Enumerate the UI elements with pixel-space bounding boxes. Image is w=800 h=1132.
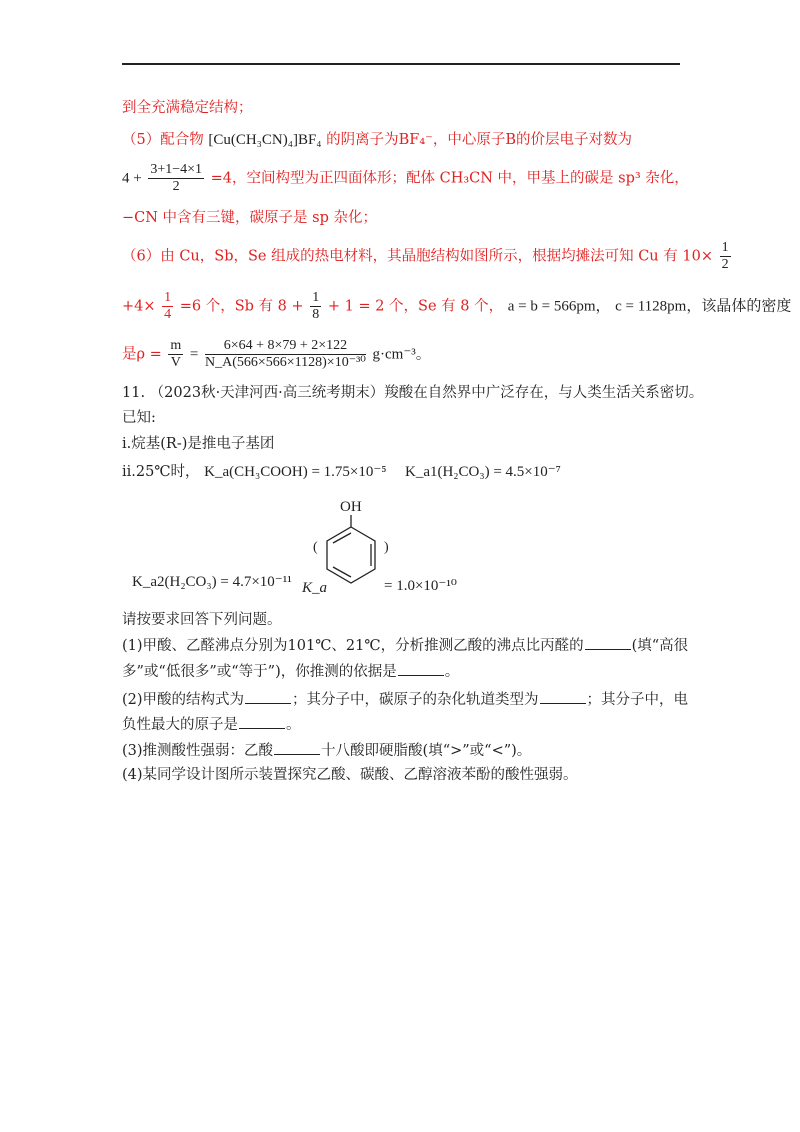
answer-blank[interactable]: [245, 689, 291, 704]
item-i-text: ⅰ.烷基(R-)是推电子基团: [122, 436, 275, 452]
answer-text: + 1 = 2 个，Se 有 8 个，: [327, 298, 504, 315]
q2-line-1: [122, 689, 688, 710]
ka1-carbonic-acid: K_a1(H₂CO₃) = 4.5×10⁻⁷: [404, 464, 561, 480]
answer-line-5: [122, 240, 733, 273]
fraction: [310, 290, 321, 323]
item-i: [122, 434, 274, 454]
answer-blank[interactable]: [540, 689, 586, 704]
answer-text: 是ρ =: [122, 346, 162, 363]
complex-formula: [Cu(CH₃CN)₄]BF₄: [208, 132, 322, 148]
phenol-value-text: = 1.0×10⁻¹⁰: [384, 578, 457, 594]
fraction: [720, 240, 731, 273]
fraction-denominator: 2: [172, 179, 180, 194]
fraction-numerator: 1: [312, 290, 320, 305]
fraction-numerator: 1: [721, 240, 729, 255]
ka-label-text: K_a: [302, 580, 328, 596]
fraction-numerator: 6×64 + 8×79 + 2×122: [205, 338, 366, 355]
answer-line-4: [122, 208, 377, 228]
fraction-denominator: 2: [721, 257, 729, 272]
ka2-text: K_a2(H₂CO₃) = 4.7×10⁻¹¹: [132, 574, 292, 590]
q2-text: 负性最大的原子是: [122, 717, 238, 733]
answer-text: （6）由 Cu，Sb，Se 组成的热电材料，其晶胞结构如图所示，根据均摊法可知 Cu 有 10×: [122, 248, 713, 265]
q1-text: (1)甲酸、乙醛沸点分别为101℃、21℃，分析推测乙酸的沸点比丙醛的: [122, 638, 584, 654]
phenol-oh-label: OH: [340, 499, 362, 515]
q1-text: 多”或“低很多”或“等于”)，你推测的依据是: [122, 664, 397, 680]
answer-text: −CN 中含有三键，碳原子是 sp 杂化；: [122, 210, 377, 226]
lattice-a-b: a = b = 566pm，: [507, 298, 611, 315]
instruction: [122, 610, 282, 630]
ka-phenol-value: [384, 576, 457, 596]
fraction-denominator: V: [170, 355, 181, 370]
answer-line-7: [122, 338, 431, 371]
answer-text: +4×: [122, 298, 156, 315]
question-source: （2023秋·天津河西·高三统考期末）羧酸在自然界中广泛存在，与人类生活关系密切。: [149, 385, 704, 401]
lattice-c: c = 1128pm，该晶体的密度: [615, 298, 792, 315]
fraction-denominator: 4: [164, 307, 172, 322]
q2-text: ；其分子中，碳原子的杂化轨道类型为: [292, 692, 539, 708]
density-fraction: [205, 338, 366, 371]
answer-line-2: [122, 130, 632, 150]
answer-blank[interactable]: [239, 714, 285, 729]
density-unit: g·cm⁻³。: [372, 346, 431, 363]
instruction-text: 请按要求回答下列问题。: [122, 612, 282, 628]
q2-line-2: [122, 714, 301, 735]
q3-text: (3)推测酸性强弱：乙酸: [122, 743, 274, 759]
fraction-numerator: 3+1−4×1: [150, 162, 203, 177]
question-number: 11.: [122, 385, 146, 401]
q2-text: 。: [286, 717, 301, 733]
q4-text: (4)某同学设计图所示装置探究乙酸、碳酸、乙醇溶液苯酚的酸性强弱。: [122, 767, 578, 783]
q2-text: ；其分子中，电: [586, 692, 689, 708]
q1-line-1: [122, 635, 688, 656]
q2-text: (2)甲酸的结构式为: [122, 692, 245, 708]
fraction: [148, 162, 204, 195]
fraction-denominator: 8: [312, 307, 320, 322]
answer-text: 的阴离子为BF₄⁻，中心原子B的价层电子对数为: [326, 132, 632, 148]
fraction: [162, 290, 173, 323]
math-term: 4 +: [122, 170, 142, 187]
answer-text: =4，空间构型为正四面体形；配体 CH₃CN 中，甲基上的碳是 sp³ 杂化，: [210, 170, 689, 187]
q3-line: [122, 740, 531, 761]
answer-text: =6 个，Sb 有 8 +: [179, 298, 304, 315]
svg-text:(: (: [313, 540, 318, 555]
header-rule: [122, 63, 680, 65]
q1-text: (填“高很: [631, 638, 689, 654]
answer-text: （5）配合物: [122, 132, 204, 148]
fraction-denominator: N_A(566×566×1128)×10⁻³⁰: [204, 355, 366, 370]
q1-line-2: [122, 661, 459, 682]
answer-line-3: [122, 162, 689, 195]
question-header: [122, 383, 703, 403]
answer-blank[interactable]: [585, 635, 631, 650]
ka2-carbonic-acid: [132, 572, 292, 592]
known-label: [122, 408, 156, 428]
item-ii-text: ⅱ.25℃时，: [122, 464, 200, 480]
item-ii: [122, 462, 561, 482]
benzene-ring: [327, 527, 375, 583]
math-term: =: [189, 346, 199, 363]
svg-text:): ): [384, 540, 389, 555]
answer-blank[interactable]: [398, 661, 444, 676]
answer-line-1: [122, 98, 253, 118]
ka-acetic-acid: K_a(CH₃COOH) = 1.75×10⁻⁵: [204, 464, 387, 480]
fraction-numerator: 1: [164, 290, 172, 305]
fraction: [168, 338, 183, 371]
answer-blank[interactable]: [274, 740, 320, 755]
answer-line-6: [122, 290, 791, 323]
answer-text: 到全充满稳定结构；: [122, 100, 253, 116]
fraction-numerator: m: [170, 338, 182, 353]
q4-line: [122, 765, 578, 785]
q3-text: 十八酸即硬脂酸(填“>”或“<”)。: [321, 743, 532, 759]
q1-text: 。: [444, 664, 460, 680]
known-text: 已知:: [122, 410, 156, 426]
